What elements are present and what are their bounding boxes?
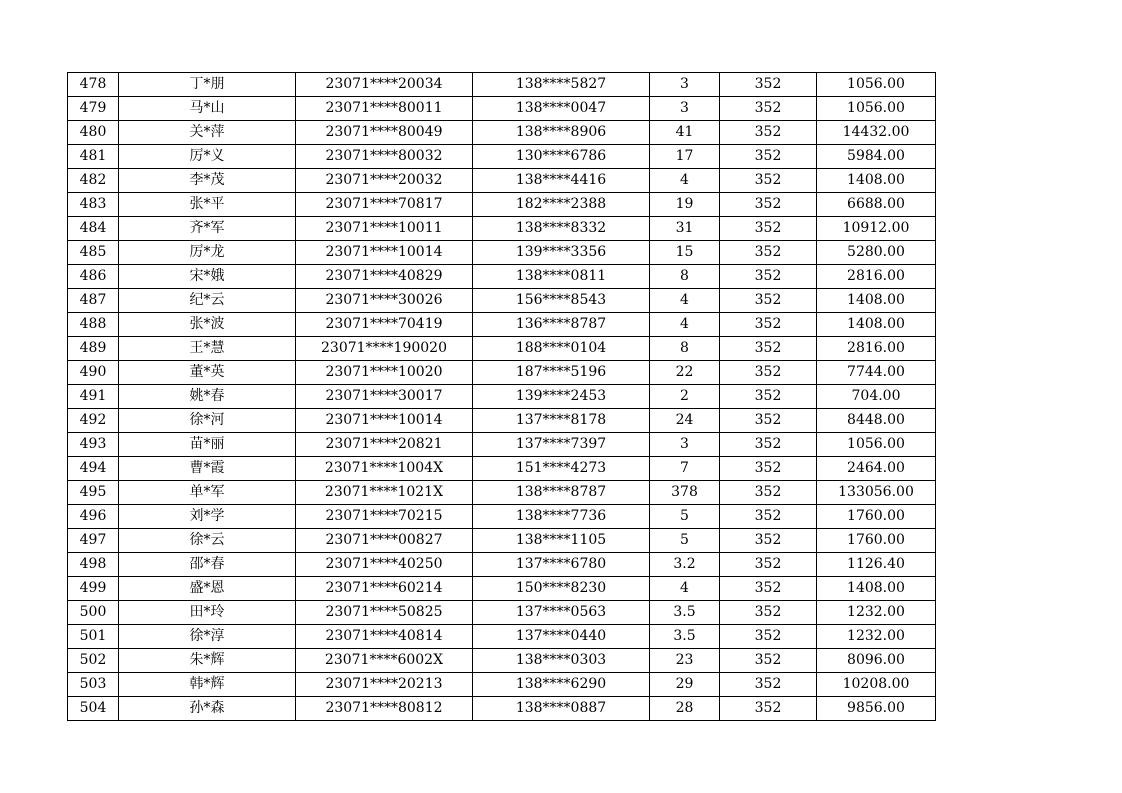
id-number-cell: 23071****10011 (296, 217, 473, 241)
id-number-cell: 23071****50825 (296, 601, 473, 625)
name-cell: 王*慧 (119, 337, 296, 361)
table-row (68, 265, 936, 289)
quantity-cell: 24 (650, 409, 720, 433)
quantity-cell: 17 (650, 145, 720, 169)
name-cell: 徐*云 (119, 529, 296, 553)
phone-cell: 138****5827 (473, 73, 650, 97)
name-cell: 齐*军 (119, 217, 296, 241)
table-row (68, 625, 936, 649)
unit-price-cell: 352 (720, 97, 817, 121)
name-cell: 孙*森 (119, 697, 296, 721)
phone-cell: 138****0887 (473, 697, 650, 721)
quantity-cell: 3.2 (650, 553, 720, 577)
unit-price-cell: 352 (720, 577, 817, 601)
unit-price-cell: 352 (720, 145, 817, 169)
row-number-cell: 492 (68, 409, 119, 433)
name-cell: 马*山 (119, 97, 296, 121)
phone-cell: 138****8906 (473, 121, 650, 145)
phone-cell: 139****3356 (473, 241, 650, 265)
id-number-cell: 23071****00827 (296, 529, 473, 553)
amount-cell: 9856.00 (817, 697, 936, 721)
phone-cell: 137****8178 (473, 409, 650, 433)
quantity-cell: 4 (650, 313, 720, 337)
quantity-cell: 2 (650, 385, 720, 409)
table-row (68, 313, 936, 337)
row-number-cell: 488 (68, 313, 119, 337)
quantity-cell: 5 (650, 529, 720, 553)
name-cell: 董*英 (119, 361, 296, 385)
table-row (68, 169, 936, 193)
name-cell: 张*波 (119, 313, 296, 337)
unit-price-cell: 352 (720, 313, 817, 337)
row-number-cell: 500 (68, 601, 119, 625)
table-row (68, 601, 936, 625)
phone-cell: 138****4416 (473, 169, 650, 193)
unit-price-cell: 352 (720, 553, 817, 577)
table-row (68, 385, 936, 409)
quantity-cell: 3 (650, 73, 720, 97)
id-number-cell: 23071****70419 (296, 313, 473, 337)
amount-cell: 1056.00 (817, 97, 936, 121)
table-row (68, 457, 936, 481)
id-number-cell: 23071****40814 (296, 625, 473, 649)
name-cell: 韩*辉 (119, 673, 296, 697)
amount-cell: 1056.00 (817, 433, 936, 457)
id-number-cell: 23071****20034 (296, 73, 473, 97)
row-number-cell: 481 (68, 145, 119, 169)
name-cell: 关*萍 (119, 121, 296, 145)
id-number-cell: 23071****80812 (296, 697, 473, 721)
row-number-cell: 495 (68, 481, 119, 505)
table-row (68, 505, 936, 529)
name-cell: 盛*恩 (119, 577, 296, 601)
quantity-cell: 19 (650, 193, 720, 217)
amount-cell: 1056.00 (817, 73, 936, 97)
amount-cell: 1760.00 (817, 505, 936, 529)
unit-price-cell: 352 (720, 337, 817, 361)
unit-price-cell: 352 (720, 169, 817, 193)
id-number-cell: 23071****20032 (296, 169, 473, 193)
name-cell: 纪*云 (119, 289, 296, 313)
phone-cell: 138****0047 (473, 97, 650, 121)
unit-price-cell: 352 (720, 433, 817, 457)
unit-price-cell: 352 (720, 673, 817, 697)
amount-cell: 1408.00 (817, 289, 936, 313)
phone-cell: 137****7397 (473, 433, 650, 457)
quantity-cell: 3.5 (650, 601, 720, 625)
name-cell: 田*玲 (119, 601, 296, 625)
phone-cell: 137****6780 (473, 553, 650, 577)
table-row (68, 289, 936, 313)
quantity-cell: 31 (650, 217, 720, 241)
amount-cell: 1232.00 (817, 625, 936, 649)
unit-price-cell: 352 (720, 73, 817, 97)
unit-price-cell: 352 (720, 409, 817, 433)
amount-cell: 8096.00 (817, 649, 936, 673)
row-number-cell: 479 (68, 97, 119, 121)
id-number-cell: 23071****80011 (296, 97, 473, 121)
phone-cell: 182****2388 (473, 193, 650, 217)
phone-cell: 150****8230 (473, 577, 650, 601)
amount-cell: 1408.00 (817, 313, 936, 337)
unit-price-cell: 352 (720, 241, 817, 265)
unit-price-cell: 352 (720, 385, 817, 409)
table-row (68, 121, 936, 145)
unit-price-cell: 352 (720, 457, 817, 481)
row-number-cell: 486 (68, 265, 119, 289)
unit-price-cell: 352 (720, 481, 817, 505)
name-cell: 徐*河 (119, 409, 296, 433)
row-number-cell: 501 (68, 625, 119, 649)
amount-cell: 1408.00 (817, 577, 936, 601)
phone-cell: 138****8787 (473, 481, 650, 505)
id-number-cell: 23071****10020 (296, 361, 473, 385)
unit-price-cell: 352 (720, 505, 817, 529)
id-number-cell: 23071****70215 (296, 505, 473, 529)
id-number-cell: 23071****30017 (296, 385, 473, 409)
id-number-cell: 23071****30026 (296, 289, 473, 313)
table-row (68, 553, 936, 577)
name-cell: 厉*龙 (119, 241, 296, 265)
quantity-cell: 41 (650, 121, 720, 145)
row-number-cell: 503 (68, 673, 119, 697)
phone-cell: 188****0104 (473, 337, 650, 361)
row-number-cell: 483 (68, 193, 119, 217)
unit-price-cell: 352 (720, 217, 817, 241)
row-number-cell: 496 (68, 505, 119, 529)
table-row (68, 577, 936, 601)
phone-cell: 138****6290 (473, 673, 650, 697)
row-number-cell: 497 (68, 529, 119, 553)
unit-price-cell: 352 (720, 529, 817, 553)
id-number-cell: 23071****20213 (296, 673, 473, 697)
row-number-cell: 504 (68, 697, 119, 721)
phone-cell: 139****2453 (473, 385, 650, 409)
table-row (68, 361, 936, 385)
id-number-cell: 23071****40250 (296, 553, 473, 577)
table-row (68, 697, 936, 721)
table-row (68, 649, 936, 673)
name-cell: 厉*义 (119, 145, 296, 169)
phone-cell: 137****0440 (473, 625, 650, 649)
row-number-cell: 502 (68, 649, 119, 673)
id-number-cell: 23071****10014 (296, 241, 473, 265)
quantity-cell: 23 (650, 649, 720, 673)
amount-cell: 2816.00 (817, 337, 936, 361)
id-number-cell: 23071****80032 (296, 145, 473, 169)
name-cell: 徐*淳 (119, 625, 296, 649)
row-number-cell: 478 (68, 73, 119, 97)
name-cell: 苗*丽 (119, 433, 296, 457)
unit-price-cell: 352 (720, 265, 817, 289)
id-number-cell: 23071****1004X (296, 457, 473, 481)
id-number-cell: 23071****20821 (296, 433, 473, 457)
amount-cell: 704.00 (817, 385, 936, 409)
unit-price-cell: 352 (720, 361, 817, 385)
id-number-cell: 23071****190020 (296, 337, 473, 361)
phone-cell: 151****4273 (473, 457, 650, 481)
name-cell: 张*平 (119, 193, 296, 217)
amount-cell: 1760.00 (817, 529, 936, 553)
row-number-cell: 487 (68, 289, 119, 313)
phone-cell: 138****0303 (473, 649, 650, 673)
table-row (68, 409, 936, 433)
id-number-cell: 23071****10014 (296, 409, 473, 433)
amount-cell: 7744.00 (817, 361, 936, 385)
quantity-cell: 4 (650, 577, 720, 601)
quantity-cell: 3 (650, 433, 720, 457)
amount-cell: 2464.00 (817, 457, 936, 481)
row-number-cell: 499 (68, 577, 119, 601)
row-number-cell: 480 (68, 121, 119, 145)
quantity-cell: 7 (650, 457, 720, 481)
row-number-cell: 485 (68, 241, 119, 265)
row-number-cell: 484 (68, 217, 119, 241)
phone-cell: 187****5196 (473, 361, 650, 385)
name-cell: 丁*朋 (119, 73, 296, 97)
row-number-cell: 482 (68, 169, 119, 193)
phone-cell: 138****0811 (473, 265, 650, 289)
data-table (67, 72, 936, 721)
table-row (68, 433, 936, 457)
quantity-cell: 3 (650, 97, 720, 121)
table-row (68, 193, 936, 217)
amount-cell: 14432.00 (817, 121, 936, 145)
unit-price-cell: 352 (720, 697, 817, 721)
table-row (68, 241, 936, 265)
amount-cell: 5280.00 (817, 241, 936, 265)
name-cell: 李*茂 (119, 169, 296, 193)
table-row (68, 337, 936, 361)
phone-cell: 136****8787 (473, 313, 650, 337)
table-row (68, 673, 936, 697)
table-row (68, 97, 936, 121)
phone-cell: 138****7736 (473, 505, 650, 529)
row-number-cell: 491 (68, 385, 119, 409)
row-number-cell: 493 (68, 433, 119, 457)
unit-price-cell: 352 (720, 121, 817, 145)
quantity-cell: 4 (650, 289, 720, 313)
table-row (68, 145, 936, 169)
amount-cell: 10912.00 (817, 217, 936, 241)
amount-cell: 1126.40 (817, 553, 936, 577)
amount-cell: 133056.00 (817, 481, 936, 505)
name-cell: 宋*娥 (119, 265, 296, 289)
row-number-cell: 490 (68, 361, 119, 385)
table-row (68, 217, 936, 241)
amount-cell: 1232.00 (817, 601, 936, 625)
quantity-cell: 15 (650, 241, 720, 265)
quantity-cell: 22 (650, 361, 720, 385)
quantity-cell: 8 (650, 265, 720, 289)
phone-cell: 138****8332 (473, 217, 650, 241)
id-number-cell: 23071****60214 (296, 577, 473, 601)
table-row (68, 73, 936, 97)
amount-cell: 8448.00 (817, 409, 936, 433)
quantity-cell: 378 (650, 481, 720, 505)
quantity-cell: 5 (650, 505, 720, 529)
amount-cell: 2816.00 (817, 265, 936, 289)
amount-cell: 1408.00 (817, 169, 936, 193)
row-number-cell: 489 (68, 337, 119, 361)
row-number-cell: 494 (68, 457, 119, 481)
name-cell: 曹*霞 (119, 457, 296, 481)
phone-cell: 137****0563 (473, 601, 650, 625)
table-row (68, 481, 936, 505)
quantity-cell: 28 (650, 697, 720, 721)
id-number-cell: 23071****80049 (296, 121, 473, 145)
unit-price-cell: 352 (720, 289, 817, 313)
phone-cell: 130****6786 (473, 145, 650, 169)
quantity-cell: 4 (650, 169, 720, 193)
quantity-cell: 29 (650, 673, 720, 697)
name-cell: 邵*春 (119, 553, 296, 577)
phone-cell: 156****8543 (473, 289, 650, 313)
table-body (68, 73, 936, 721)
amount-cell: 6688.00 (817, 193, 936, 217)
table-row (68, 529, 936, 553)
amount-cell: 10208.00 (817, 673, 936, 697)
quantity-cell: 8 (650, 337, 720, 361)
unit-price-cell: 352 (720, 193, 817, 217)
id-number-cell: 23071****6002X (296, 649, 473, 673)
id-number-cell: 23071****1021X (296, 481, 473, 505)
quantity-cell: 3.5 (650, 625, 720, 649)
unit-price-cell: 352 (720, 649, 817, 673)
row-number-cell: 498 (68, 553, 119, 577)
id-number-cell: 23071****70817 (296, 193, 473, 217)
unit-price-cell: 352 (720, 625, 817, 649)
id-number-cell: 23071****40829 (296, 265, 473, 289)
name-cell: 姚*春 (119, 385, 296, 409)
name-cell: 朱*辉 (119, 649, 296, 673)
name-cell: 刘*学 (119, 505, 296, 529)
phone-cell: 138****1105 (473, 529, 650, 553)
unit-price-cell: 352 (720, 601, 817, 625)
amount-cell: 5984.00 (817, 145, 936, 169)
name-cell: 单*军 (119, 481, 296, 505)
